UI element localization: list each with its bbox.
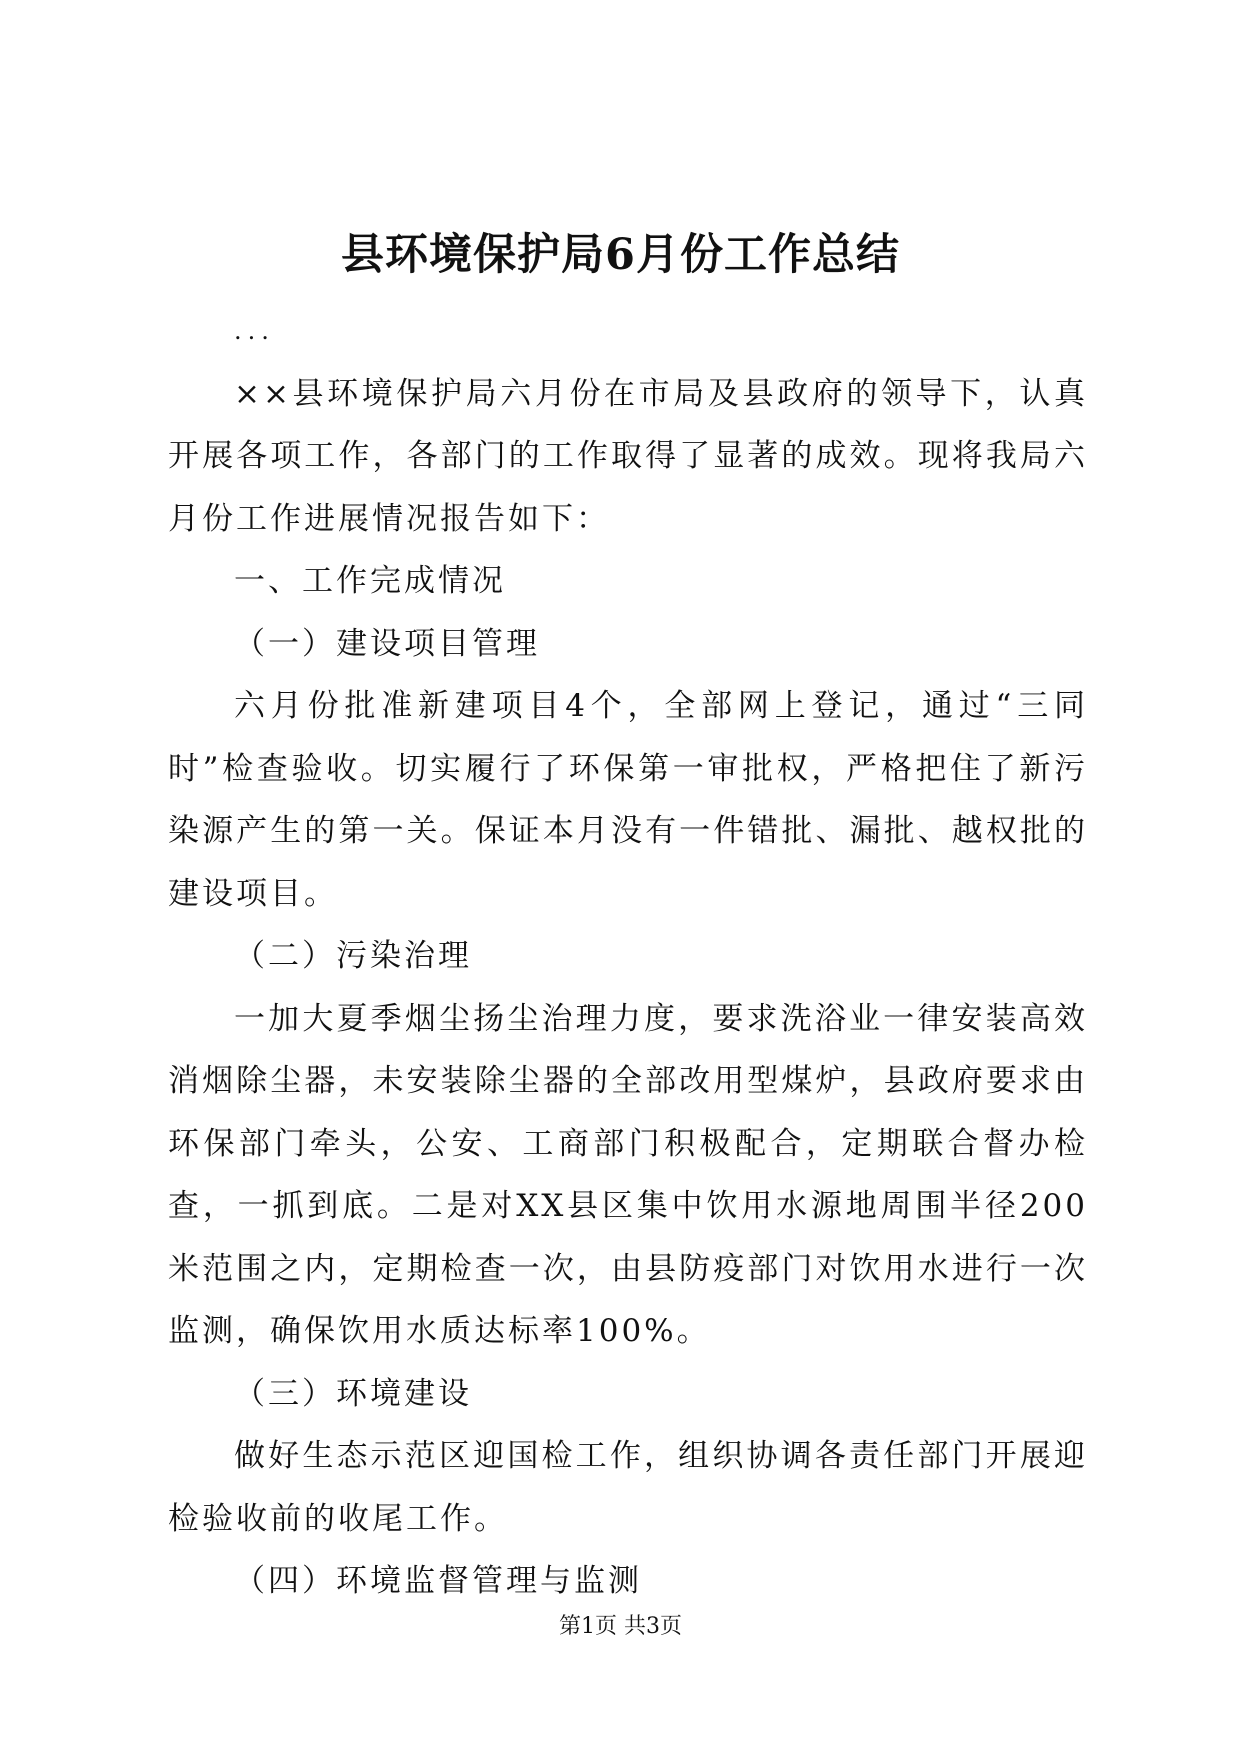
ellipsis-line: ...	[234, 317, 275, 345]
body-paragraph: 六月份批准新建项目4个，全部网上登记，通过“三同时”检查验收。切实履行了环保第一审批权，严格把住了新污染源产生的第一关。保证本月没有一件错批、漏批、越权批的建设项目。	[168, 688, 1088, 912]
intro-paragraph: ××县环境保护局六月份在市局及县政府的领导下，认真开展各项工作，各部门的工作取得了显著的成效。现将我局六月份工作进展情况报告如下：	[168, 375, 1088, 537]
subsection-heading: （一）建设项目管理	[234, 625, 540, 662]
subsection-heading: （二）污染治理	[234, 938, 472, 974]
document-title: 县环境保护局6月份工作总结	[341, 230, 900, 280]
section-heading: 一、工作完成情况	[234, 563, 506, 599]
document-body	[168, 298, 1088, 1613]
body-paragraph: 做好生态示范区迎国检工作，组织协调各责任部门开展迎检验收前的收尾工作。	[168, 1438, 1088, 1537]
page-footer: 第1页 共3页	[559, 1614, 682, 1639]
subsection-heading: （三）环境建设	[234, 1375, 472, 1412]
body-paragraph: 一加大夏季烟尘扬尘治理力度，要求洗浴业一律安装高效消烟除尘器，未安装除尘器的全部改用型煤炉，县政府要求由环保部门牵头，公安、工商部门积极配合，定期联合督办检查，一抓到底。二是对XX县区集中饮用水源地周围半径200米范围之内，定期检查一次，由县防疫部门对饮用水进行一次监测，确保饮用水质达标率100%。	[168, 1000, 1088, 1349]
subsection-heading: （四）环境监督管理与监测	[234, 1563, 642, 1599]
